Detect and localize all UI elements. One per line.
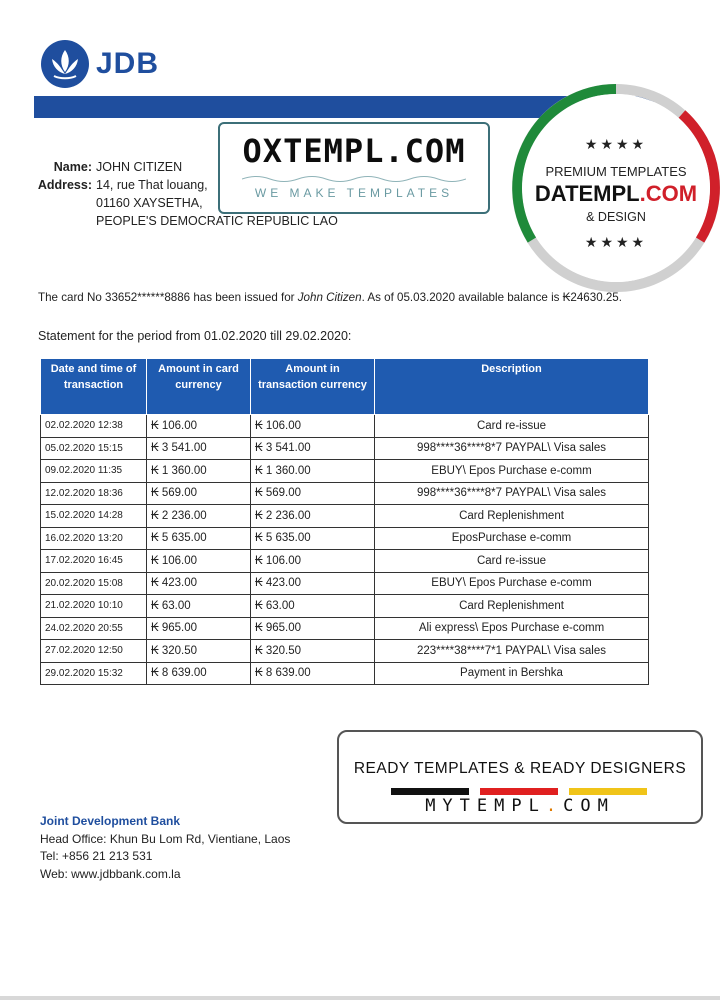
footer-bank-name: Joint Development Bank	[40, 814, 181, 828]
table-row	[41, 415, 649, 438]
cell-date: 02.02.2020 12:38	[41, 415, 147, 438]
wave-decoration-icon	[242, 174, 466, 184]
table-row	[41, 550, 649, 573]
address-label: Address:	[37, 178, 92, 192]
cell-date: 17.02.2020 16:45	[41, 550, 147, 573]
cell-card-amount: ₭ 106.00	[147, 415, 251, 438]
cell-transaction-amount: ₭ 106.00	[251, 550, 375, 573]
mytempl-domain: MYTEMPL.COM	[425, 796, 615, 816]
table-row	[41, 617, 649, 640]
lotus-logo-icon	[40, 39, 90, 89]
cell-transaction-amount: ₭ 965.00	[251, 617, 375, 640]
mytempl-tagline: READY TEMPLATES & READY DESIGNERS	[353, 760, 687, 777]
card-issue-statement: The card No 33652******8886 has been issued for John Citizen. As of 05.03.2020 available balance is ₭24630.25.	[38, 291, 622, 304]
cell-card-amount: ₭ 1 360.00	[147, 460, 251, 483]
name-label: Name:	[53, 160, 92, 174]
bar-yellow	[569, 788, 647, 795]
cell-transaction-amount: ₭ 3 541.00	[251, 437, 375, 460]
cell-transaction-amount: ₭ 423.00	[251, 572, 375, 595]
header-description: Description	[375, 359, 649, 415]
cell-transaction-amount: ₭ 320.50	[251, 640, 375, 663]
cell-description: Ali express\ Epos Purchase e-comm	[375, 617, 649, 640]
table-row	[41, 437, 649, 460]
cell-description: EBUY\ Epos Purchase e-comm	[375, 460, 649, 483]
cell-description: 998****36****8*7 PAYPAL\ Visa sales	[375, 482, 649, 505]
logo-text: JDB	[96, 47, 160, 80]
cell-card-amount: ₭ 63.00	[147, 595, 251, 618]
table-row	[41, 662, 649, 685]
cell-date: 24.02.2020 20:55	[41, 617, 147, 640]
table-header-row	[41, 359, 649, 415]
card-holder: John Citizen	[297, 291, 362, 304]
oxtempl-watermark	[218, 122, 490, 214]
cell-transaction-amount: ₭ 1 360.00	[251, 460, 375, 483]
bank-logo	[40, 36, 170, 92]
cell-transaction-amount: ₭ 569.00	[251, 482, 375, 505]
cell-date: 15.02.2020 14:28	[41, 505, 147, 528]
badge-line-1: PREMIUM TEMPLATES	[545, 164, 687, 179]
header-transaction-amount: Amount in transaction currency	[251, 359, 375, 415]
address-line-3: PEOPLE'S DEMOCRATIC REPUBLIC LAO	[96, 214, 338, 228]
cell-card-amount: ₭ 320.50	[147, 640, 251, 663]
badge-line-2: DATEMPL.COM	[534, 181, 698, 206]
page-bottom-edge	[0, 996, 720, 1000]
bar-black	[391, 788, 469, 795]
cell-date: 05.02.2020 15:15	[41, 437, 147, 460]
address-line-2: 01160 XAYSETHA,	[96, 196, 203, 210]
footer-web: Web: www.jdbbank.com.la	[40, 866, 181, 881]
cell-description: Card re-issue	[375, 415, 649, 438]
badge-stars-bottom: ★★★★	[584, 234, 648, 250]
table-row	[41, 505, 649, 528]
cell-date: 09.02.2020 11:35	[41, 460, 147, 483]
cell-card-amount: ₭ 5 635.00	[147, 527, 251, 550]
cell-description: EBUY\ Epos Purchase e-comm	[375, 572, 649, 595]
footer-office: Head Office: Khun Bu Lom Rd, Vientiane, Laos	[40, 831, 291, 846]
cell-date: 16.02.2020 13:20	[41, 527, 147, 550]
cell-description: Card Replenishment	[375, 505, 649, 528]
cell-description: Card re-issue	[375, 550, 649, 573]
oxtempl-subtitle: WE MAKE TEMPLATES	[254, 186, 454, 200]
address-line-1: 14, rue That louang,	[96, 178, 208, 192]
cell-description: 998****36****8*7 PAYPAL\ Visa sales	[375, 437, 649, 460]
transactions-table	[40, 358, 649, 685]
flag-bars	[391, 788, 647, 796]
cell-card-amount: ₭ 3 541.00	[147, 437, 251, 460]
cell-date: 20.02.2020 15:08	[41, 572, 147, 595]
cell-description: Card Replenishment	[375, 595, 649, 618]
mytempl-watermark	[337, 730, 703, 824]
badge-stars-top: ★★★★	[584, 136, 648, 152]
cell-date: 29.02.2020 15:32	[41, 662, 147, 685]
cell-date: 27.02.2020 12:50	[41, 640, 147, 663]
cell-date: 21.02.2020 10:10	[41, 595, 147, 618]
cell-description: 223****38****7*1 PAYPAL\ Visa sales	[375, 640, 649, 663]
cell-description: EposPurchase e-comm	[375, 527, 649, 550]
table-row	[41, 640, 649, 663]
table-row	[41, 482, 649, 505]
cell-transaction-amount: ₭ 106.00	[251, 415, 375, 438]
cell-card-amount: ₭ 106.00	[147, 550, 251, 573]
table-row	[41, 460, 649, 483]
table-row	[41, 572, 649, 595]
footer-tel: Tel: +856 21 213 531	[40, 849, 153, 863]
cell-card-amount: ₭ 8 639.00	[147, 662, 251, 685]
cell-card-amount: ₭ 423.00	[147, 572, 251, 595]
cell-transaction-amount: ₭ 63.00	[251, 595, 375, 618]
bank-footer	[40, 813, 290, 883]
oxtempl-title: OXTEMPL.COM	[242, 132, 466, 170]
cell-description: Payment in Bershka	[375, 662, 649, 685]
bar-red	[480, 788, 558, 795]
cell-card-amount: ₭ 965.00	[147, 617, 251, 640]
cell-date: 12.02.2020 18:36	[41, 482, 147, 505]
datempl-badge	[512, 84, 720, 292]
header-date: Date and time of transaction	[41, 359, 147, 415]
cell-card-amount: ₭ 2 236.00	[147, 505, 251, 528]
table-row	[41, 527, 649, 550]
cell-card-amount: ₭ 569.00	[147, 482, 251, 505]
header-card-amount: Amount in card currency	[147, 359, 251, 415]
statement-period: Statement for the period from 01.02.2020 till 29.02.2020:	[38, 329, 352, 343]
table-row	[41, 595, 649, 618]
badge-line-3: & DESIGN	[586, 210, 646, 224]
cell-transaction-amount: ₭ 2 236.00	[251, 505, 375, 528]
cell-transaction-amount: ₭ 8 639.00	[251, 662, 375, 685]
recipient-name: JOHN CITIZEN	[96, 160, 183, 174]
cell-transaction-amount: ₭ 5 635.00	[251, 527, 375, 550]
